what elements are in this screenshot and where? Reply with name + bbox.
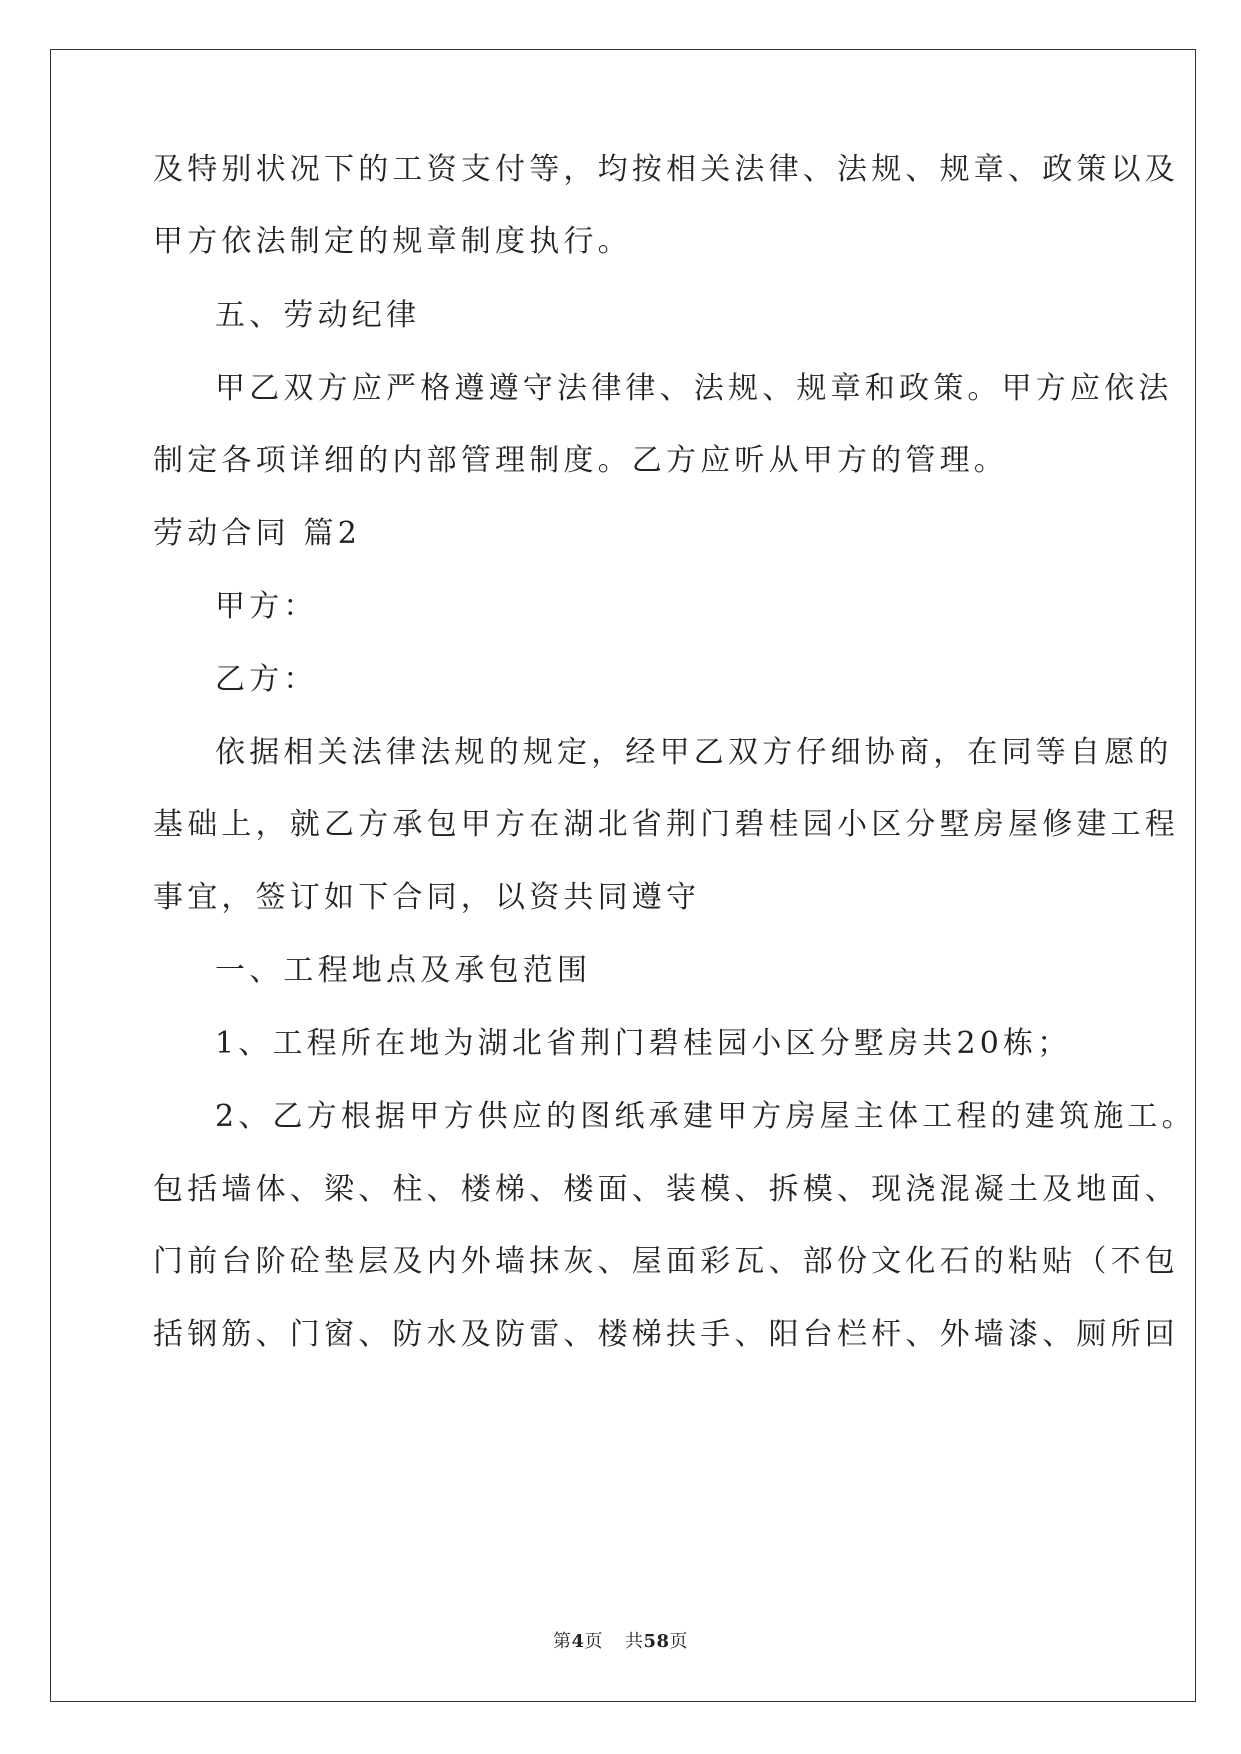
paragraph-line: 门前台阶砼垫层及内外墙抹灰、屋面彩瓦、部份文化石的粘贴（不包 <box>153 1244 1179 1279</box>
page-number: 4 <box>571 1631 585 1652</box>
paragraph-line: 甲乙双方应严格遵遵守法律律、法规、规章和政策。甲方应依法 <box>215 371 1173 406</box>
party-a-label: 甲方： <box>215 589 318 624</box>
paragraph-line: 及特别状况下的工资支付等，均按相关法律、法规、规章、政策以及 <box>153 152 1179 187</box>
list-item: 2、乙方根据甲方供应的图纸承建甲方房屋主体工程的建筑施工。 <box>215 1099 1196 1134</box>
paragraph-line: 括钢筋、门窗、防水及防雷、楼梯扶手、阳台栏杆、外墙漆、厕所回 <box>153 1317 1179 1352</box>
page-suffix: 页 <box>584 1631 603 1652</box>
total-pages: 58 <box>643 1631 670 1652</box>
page-prefix: 第 <box>552 1631 572 1652</box>
total-suffix: 页 <box>669 1631 689 1652</box>
total-prefix: 共 <box>624 1631 644 1652</box>
paragraph-line: 基础上，就乙方承包甲方在湖北省荆门碧桂园小区分墅房屋修建工程 <box>153 807 1179 842</box>
section-heading: 一、工程地点及承包范围 <box>215 953 592 988</box>
party-b-label: 乙方： <box>215 662 318 697</box>
paragraph-line: 包括墙体、梁、柱、楼梯、楼面、装模、拆模、现浇混凝土及地面、 <box>153 1172 1179 1207</box>
paragraph-line: 制定各项详细的内部管理制度。乙方应听从甲方的管理。 <box>153 443 1008 478</box>
list-item: 1、工程所在地为湖北省荆门碧桂园小区分墅房共20栋； <box>215 1026 1072 1061</box>
page-footer <box>0 1630 1241 1654</box>
section-heading: 五、劳动纪律 <box>215 298 421 333</box>
paragraph-line: 事宜，签订如下合同，以资共同遵守 <box>153 880 701 915</box>
paragraph-line: 依据相关法律法规的规定，经甲乙双方仔细协商，在同等自愿的 <box>215 735 1173 770</box>
article-title: 劳动合同 篇2 <box>153 516 362 551</box>
paragraph-line: 甲方依法制定的规章制度执行。 <box>153 224 632 259</box>
